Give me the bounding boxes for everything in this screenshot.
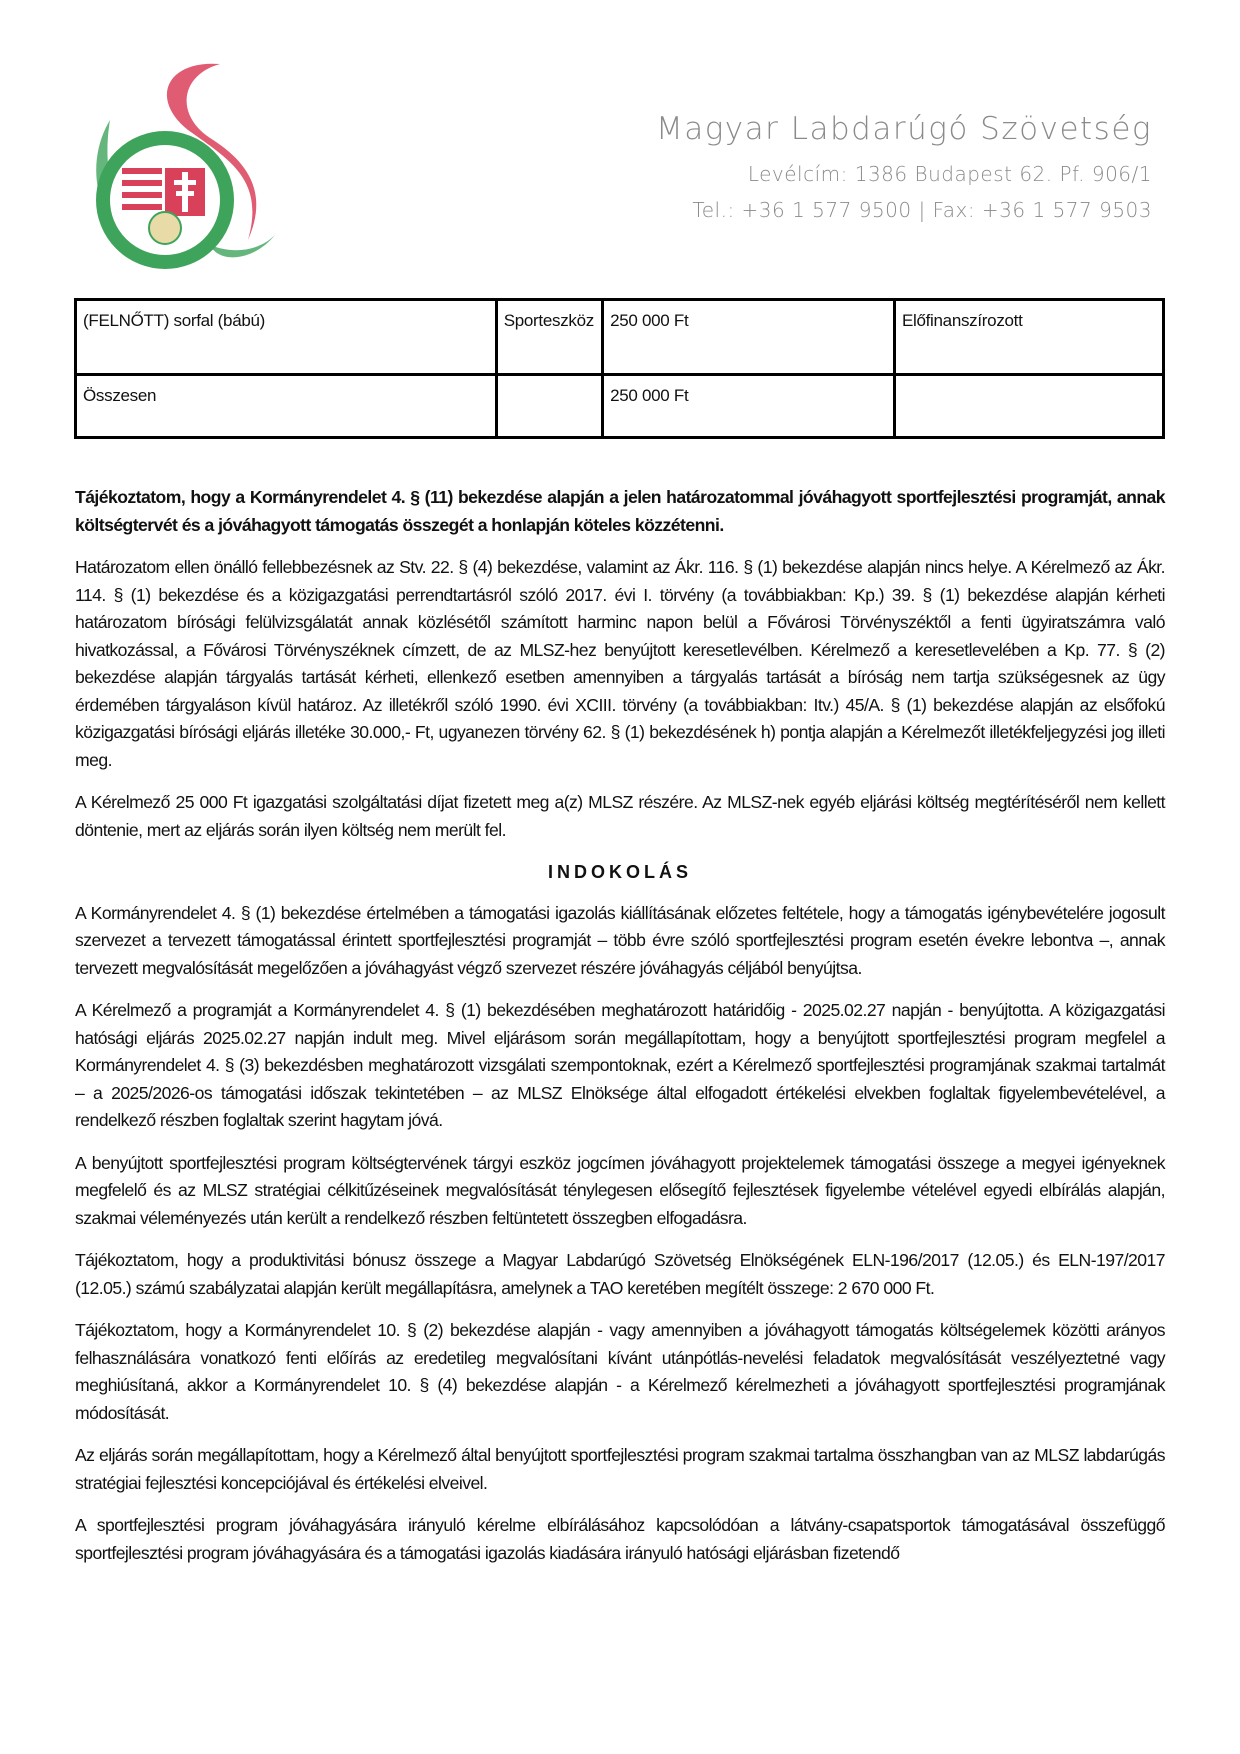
org-name: Magyar Labdarúgó Szövetség <box>655 111 1152 147</box>
paragraph-publication-notice: Tájékoztatom, hogy a Kormányrendelet 4. § (11) bekezdése alapján a jelen határozatommal jóváhagyott sportfejlesztési programját, annak költségtervét és a jóváhagyott támogatás összegét a honlapján köteles közzétenni. <box>75 487 1165 535</box>
section-heading-indokolas: INDOKOLÁS <box>548 862 692 882</box>
mlsz-crest-icon <box>70 60 310 270</box>
cell-financing: Előfinanszírozott <box>894 300 1163 375</box>
table-row <box>76 300 1164 375</box>
cell-amount: 250 000 Ft <box>603 300 895 375</box>
paragraph-bonus: Tájékoztatom, hogy a produktivitási bónusz összege a Magyar Labdarúgó Szövetség Elnökségének ELN-196/2017 (12.05.) és ELN-197/2017 (12.05.) számú szabályzatai alapján került megállapításra, amelynek a TAO keretében megítélt összege: 2 670 000 Ft. <box>75 1250 1165 1298</box>
paragraph-conformity: Az eljárás során megállapítottam, hogy a Kérelmező által benyújtott sportfejlesztési program szakmai tartalma összhangban van az MLSZ labdarúgás stratégiai fejlesztési koncepciójával és értékelési elveivel. <box>75 1445 1165 1493</box>
paragraph-fee-continued: A sportfejlesztési program jóváhagyására irányuló kérelme elbírálásához kapcsolódóan a látvány-csapatsportok támogatásával összefüggő sportfejlesztési program jóváhagyására és a támogatási igazolás kiadására irányuló hatósági eljárásban fizetendő <box>75 1515 1165 1563</box>
cell-financing <box>894 375 1163 438</box>
letterhead <box>656 108 1152 228</box>
paragraph-modification: Tájékoztatom, hogy a Kormányrendelet 10. § (2) bekezdése alapján - vagy amennyiben a jóváhagyott támogatás költségelemek közötti arányos felhasználására vonatkozó fenti előírás az eredetileg megvalósítani kívánt utánpótlás-nevelési feladatok megvalósítását veszélyeztetné vagy meghiúsítaná, akkor a Kormányrendelet 10. § (4) bekezdése alapján - a Kérelmező kérelmezheti a jóváhagyott sportfejlesztési programjának módosítását. <box>75 1320 1165 1423</box>
cell-category: Sporteszköz <box>496 300 602 375</box>
paragraph-fees: A Kérelmező 25 000 Ft igazgatási szolgáltatási díjat fizetett meg a(z) MLSZ részére. Az MLSZ-nek egyéb eljárási költség megtérítéséről nem kellett döntenie, mert az eljárás során ilyen költség nem merült fel. <box>75 792 1165 840</box>
table-row <box>76 375 1164 438</box>
cell-item: Összesen <box>76 375 497 438</box>
paragraph-reasoning-2: A Kérelmező a programját a Kormányrendelet 4. § (1) bekezdésében meghatározott határidőig - 2025.02.27 napján - benyújtotta. A közigazgatási hatósági eljárás 2025.02.27 napján indult meg. Mivel eljárásom során megállapítottam, hogy a benyújtott sportfejlesztési program megfelel a Kormányrendelet 4. § (3) bekezdésben meghatározott vizsgálati szempontoknak, ezért a Kérelmező sportfejlesztési programjának szakmai tartalmát – a 2025/2026-os támogatási időszak tekintetében – az MLSZ Elnöksége által elfogadott értékelési elvekben foglaltak figyelembevételével, a rendelkező részben foglaltak szerint hagytam jóvá. <box>75 1000 1165 1130</box>
org-address: Levélcím: 1386 Budapest 62. Pf. 906/1 <box>747 162 1152 186</box>
paragraph-reasoning-1: A Kormányrendelet 4. § (1) bekezdése értelmében a támogatási igazolás kiállításának előzetes feltétele, hogy a támogatás igénybevételére jogosult szervezet a tervezett támogatással érintett sportfejlesztési programját – több évre szóló sportfejlesztési program esetén évekre lebontva –, annak tervezett megvalósítását megelőzően a jóváhagyást végző szervezet részére jóváhagyás céljából benyújtsa. <box>75 902 1165 978</box>
cell-amount: 250 000 Ft <box>603 375 895 438</box>
org-contact: Tel.: +36 1 577 9500 | Fax: +36 1 577 9503 <box>692 198 1152 222</box>
cell-category <box>496 375 602 438</box>
paragraph-appeal: Határozatom ellen önálló fellebbezésnek az Stv. 22. § (4) bekezdése, valamint az Ákr. 116. § (1) bekezdése alapján nincs helye. A Kérelmező az Ákr. 114. § (1) bekezdése és a közigazgatási perrendtartásról szóló 2017. évi I. törvény (a továbbiakban: Kp.) 39. § (1) bekezdése alapján kérheti határozatom bírósági felülvizsgálatát annak közlésétől számított harminc napon belül a Fővárosi Törvényszéktől a fenti ügyiratszámra való hivatkozással, a Fővárosi Törvényszéknek címzett, de az MLSZ-hez benyújtott keresetlevélben. Kérelmező a keresetlevelében a Kp. 77. § (2) bekezdése alapján tárgyalás tartását kérheti, ellenkező esetben amennyiben a tárgyalás tartását a bíróság nem tartja szükségesnek az ügy érdemében tárgyaláson kívül határoz. Az illetékről szóló 1990. évi XCIII. törvény (a továbbiakban: Itv.) 45/A. § (1) bekezdése alapján az elsőfokú közigazgatási bírósági eljárás illetéke 30.000,- Ft, ugyanezen törvény 62. § (1) bekezdésének h) pontja alapján a Kérelmezőt illetékfeljegyzési jog illeti meg. <box>75 557 1165 770</box>
document-body <box>75 484 1165 1582</box>
mlsz-logo <box>70 60 310 270</box>
paragraph-reasoning-3: A benyújtott sportfejlesztési program költségtervének tárgyi eszköz jogcímen jóváhagyott projektelemek támogatási összege a megyei igényeknek megfelelő és az MLSZ stratégiai célkitűzéseinek megvalósítását ténylegesen elősegítő fejlesztések figyelembe vételével egyedi elbírálás alapján, szakmai véleményezés után került a rendelkező részben feltüntetett összegben elfogadásra. <box>75 1152 1165 1228</box>
cost-table <box>74 298 1165 439</box>
cell-item: (FELNŐTT) sorfal (bábú) <box>76 300 497 375</box>
